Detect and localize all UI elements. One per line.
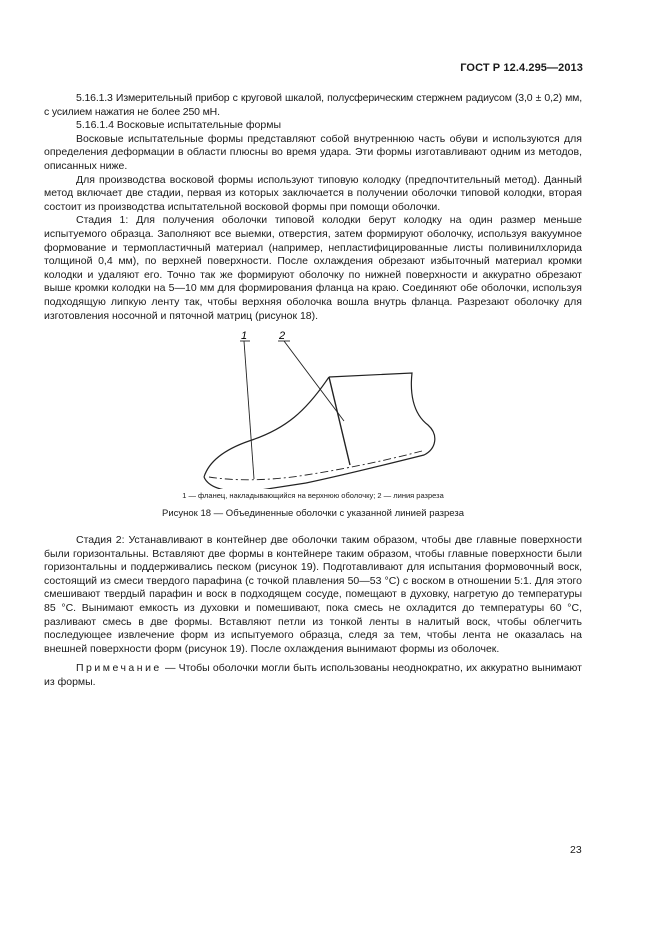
shoe-sole-outline xyxy=(204,477,306,489)
shoe-heel-outline xyxy=(306,373,435,483)
paragraph-stage-2: Стадия 2: Устанавливают в контейнер две оболочки таким образом, чтобы две главные поверхности были горизонтальны. Вставляют две формы в контейнере таким образом, чтобы главные поверхности были горизонтальны и поддерживались песком (рисунок 19). Подготавливают для испытания формовочный воск, состоящий из смеси твердого парафина (с точкой плавления 50—53 °C) с воском в отношении 5:1. Для этого смешивают твердый парафин и воск в подходящем сосуде, помещают в духовку, нагретую до температуры 85 °C. Вынимают емкость из духовки и помешивают, пока смесь не охладится до температуры 60 °C, разливают смесь в две формы. Вставляют петли из тонкой ленты в налитый воск, чтобы облегчить последующее извлечение форм из испытуемого образца, следя за тем, чтобы лента не оказалась на внешней поверхности форм (рисунок 19). После охлаждения вынимают формы из оболочек. xyxy=(44,534,582,655)
flange-line xyxy=(209,451,422,480)
callout-1: 1 xyxy=(241,330,248,343)
shoe-shell-drawing xyxy=(44,329,582,489)
figure-legend: 1 — фланец, накладывающийся на верхнюю оболочку; 2 — линия разреза xyxy=(182,491,444,501)
note-label: Примечание xyxy=(76,662,162,675)
paragraph-stage-1: Стадия 1: Для получения оболочки типовой колодки берут колодку на один размер меньше испытуемого образца. Заполняют все выемки, отверстия, затем формируют оболочку, используя вакуумное формование и термопластичный материал (например, непластифицированные листы поливинилхлорида толщиной 0,4 мм), по верхней поверхности. После охлаждения обрезают избыточный материал кромки колодки и удаляют его. Точно так же формируют оболочку по нижней поверхности и аккуратно обрезают выше кромки колодки на 5—10 мм для формирования фланца на краю. Соединяют обе оболочки, используя подходящую липкую ленту так, чтобы верхняя оболочка вошла внутрь фланца. Разрезают оболочку для изготовления носочной и пяточной матриц (рисунок 18). xyxy=(44,214,582,322)
document-code: ГОСТ Р 12.4.295—2013 xyxy=(460,62,583,74)
note-text: — Чтобы оболочки могли быть использованы неоднократно, их аккуратно вынимают из формы. xyxy=(44,662,582,689)
leader-2-line xyxy=(284,341,344,421)
cut-line xyxy=(329,377,350,465)
page-number: 23 xyxy=(570,844,582,856)
callout-2: 2 xyxy=(279,330,286,343)
paragraph-wax-forms: Восковые испытательные формы представляют собой внутреннюю часть обуви и используются для определения деформации в области плюсны во время удара. Эти формы изготавливают одним из методов, описанных ниже. xyxy=(44,132,582,172)
shoe-upper-outline xyxy=(204,377,329,477)
figure-18 xyxy=(44,329,582,489)
note xyxy=(44,662,582,689)
leader-1-line xyxy=(244,341,254,479)
main-content xyxy=(44,92,582,690)
paragraph-5-16-1-3: 5.16.1.3 Измерительный прибор с круговой шкалой, полусферическим стержнем радиусом (3,0 ± 0,2) мм, с усилием нажатия не более 250 мН. xyxy=(44,92,582,118)
figure-caption: Рисунок 18 — Объединенные оболочки с указанной линией разреза xyxy=(161,508,465,520)
paragraph-method: Для производства восковой формы используют типовую колодку (предпочтительный метод). Данный метод включает две стадии, первая из которых заключается в получении оболочки типовой колодки, вторая состоит из производства испытательной восковой формы при помощи оболочки. xyxy=(44,173,582,213)
heading-5-16-1-4: 5.16.1.4 Восковые испытательные формы xyxy=(76,119,282,132)
